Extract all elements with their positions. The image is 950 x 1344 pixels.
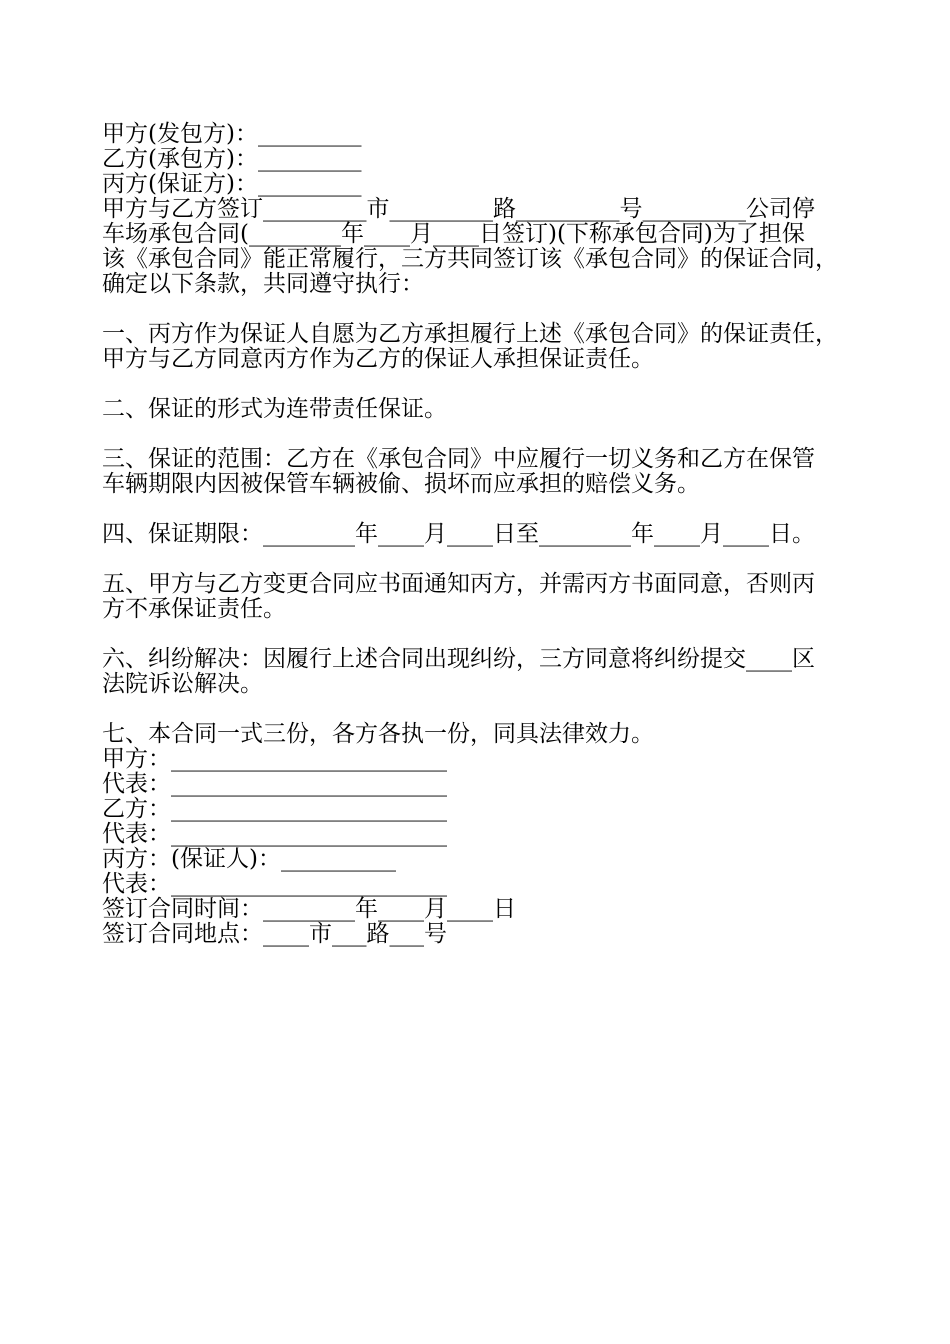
clause-line: 法院诉讼解决。 (102, 671, 263, 697)
signature-block (102, 747, 872, 947)
spacer (102, 422, 872, 447)
contract-document (102, 122, 872, 947)
clause-1 (102, 322, 872, 372)
signature-date: 签订合同时间：________年____月____日 (102, 896, 516, 922)
spacer (102, 297, 872, 322)
party-a-line: 甲方(发包方)：_________ (102, 121, 362, 147)
clause-6 (102, 647, 872, 697)
intro-paragraph (102, 197, 872, 297)
signature-party-b: 乙方：________________________ (102, 796, 447, 822)
clause-5 (102, 572, 872, 622)
clause-line: 方不承保证责任。 (102, 596, 286, 622)
spacer (102, 697, 872, 722)
party-c-line: 丙方(保证方)：_________ (102, 171, 362, 197)
spacer (102, 372, 872, 397)
spacer (102, 622, 872, 647)
clause-line: 七、本合同一式三份，各方各执一份，同具法律效力。 (102, 721, 654, 747)
clause-line: 甲方与乙方同意丙方作为乙方的保证人承担保证责任。 (102, 346, 654, 372)
spacer (102, 547, 872, 572)
spacer (102, 497, 872, 522)
clause-4 (102, 522, 872, 547)
intro-line: 车场承包合同(________年____月____日签订)(下称承包合同)为了担保 (102, 221, 805, 247)
signature-party-c: 丙方：(保证人)：__________ (102, 846, 396, 872)
intro-line: 确定以下条款，共同遵守执行： (102, 271, 424, 297)
signature-party-b-rep: 代表：________________________ (102, 821, 447, 847)
clause-line: 二、保证的形式为连带责任保证。 (102, 396, 447, 422)
clause-line: 四、保证期限：________年____月____日至________年____月____日。 (102, 521, 815, 547)
signature-place: 签订合同地点：____市___路___号 (102, 921, 447, 947)
clause-2 (102, 397, 872, 422)
clause-line: 车辆期限内因被保管车辆被偷、损坏而应承担的赔偿义务。 (102, 471, 700, 497)
signature-party-c-rep: 代表：________________________ (102, 871, 447, 897)
party-b-line: 乙方(承包方)：_________ (102, 146, 362, 172)
clause-3 (102, 447, 872, 497)
clause-line: 三、保证的范围：乙方在《承包合同》中应履行一切义务和乙方在保管 (102, 446, 815, 472)
clause-7 (102, 722, 872, 747)
intro-line: 甲方与乙方签订_________市_________路_________号_________公司停 (102, 196, 815, 222)
clause-line: 五、甲方与乙方变更合同应书面通知丙方，并需丙方书面同意，否则丙 (102, 571, 815, 597)
parties-header (102, 122, 872, 197)
clause-line: 一、丙方作为保证人自愿为乙方承担履行上述《承包合同》的保证责任， (102, 321, 838, 347)
signature-party-a-rep: 代表：________________________ (102, 771, 447, 797)
intro-line: 该《承包合同》能正常履行，三方共同签订该《承包合同》的保证合同， (102, 246, 838, 272)
clause-line: 六、纠纷解决：因履行上述合同出现纠纷，三方同意将纠纷提交____区 (102, 646, 815, 672)
signature-party-a: 甲方：________________________ (102, 746, 447, 772)
